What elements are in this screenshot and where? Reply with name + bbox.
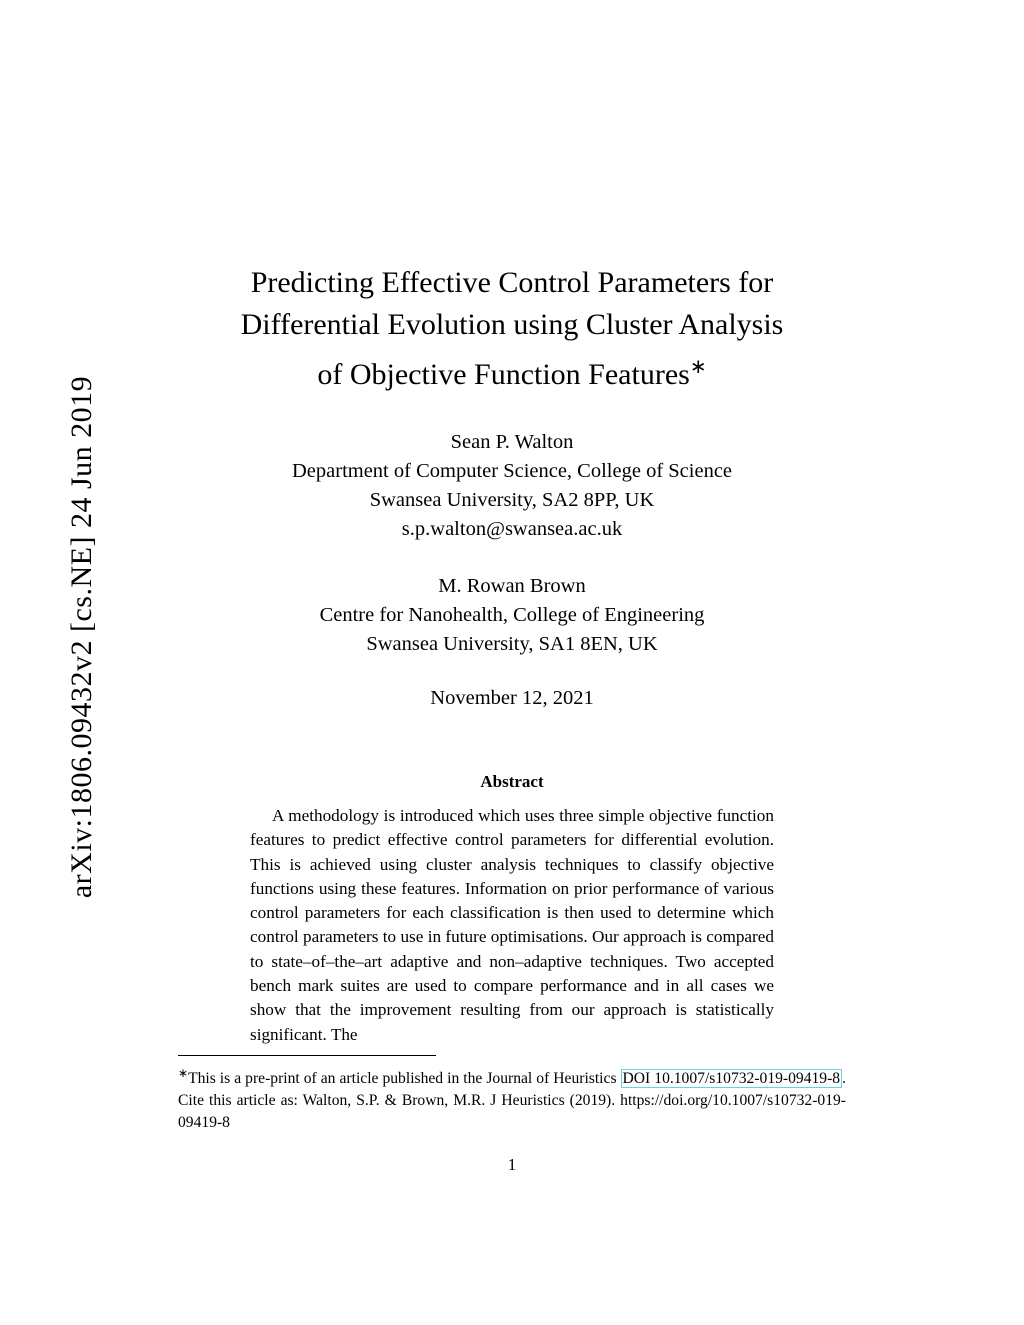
- footnote-marker: ∗: [178, 1066, 189, 1080]
- doi-link[interactable]: DOI 10.1007/s10732-019-09419-8: [622, 1070, 841, 1088]
- page-title: [178, 262, 846, 396]
- author-block-2: [178, 572, 846, 659]
- publication-date: November 12, 2021: [430, 687, 594, 709]
- author-email: s.p.walton@swansea.ac.uk: [401, 518, 623, 540]
- footnote: [178, 1062, 846, 1134]
- title-footnote-marker: ∗: [689, 356, 707, 378]
- abstract-section: [178, 772, 846, 1047]
- page-number: 1: [507, 1155, 517, 1174]
- author-affiliation-line-1: Centre for Nanohealth, College of Engineering: [319, 604, 705, 626]
- author-list: [178, 428, 846, 659]
- author-name: M. Rowan Brown: [438, 575, 586, 597]
- author-affiliation-line-1: Department of Computer Science, College of Science: [291, 460, 733, 482]
- footnote-text-before-link: This is a pre-print of an article published in the Journal of Heuristics: [188, 1070, 621, 1088]
- abstract-text: A methodology is introduced which uses three simple objective function features to predict effective control parameters for differential evolution. This is achieved using cluster analysis techniques to classify objective functions using these features. Information on prior performance of various control parameters for each classification is then used to determine which control parameters to use in future optimisations. Our approach is compared to state–of–the–art adaptive and non–adaptive techniques. Two accepted bench mark suites are used to compare performance and in all cases we show that the improvement resulting from our approach is statistically significant. The: [250, 806, 774, 1044]
- author-affiliation-line-2: Swansea University, SA2 8PP, UK: [369, 489, 655, 511]
- abstract-text-container: [250, 804, 774, 1047]
- author-name: Sean P. Walton: [450, 431, 574, 453]
- author-affiliation-line-2: Swansea University, SA1 8EN, UK: [366, 633, 658, 655]
- footnote-text-after-link: . Cite this article as: Walton, S.P. & Brown, M.R. J Heuristics (2019). https://doi.org/10.1007/s10732-019-09419-8: [178, 1070, 846, 1132]
- author-block-1: [178, 428, 846, 544]
- title-line-1: Predicting Effective Control Parameters for: [250, 266, 774, 299]
- title-line-3-wrapper: [178, 346, 846, 396]
- arxiv-identifier-stamp: arXiv:1806.09432v2 [cs.NE] 24 Jun 2019: [65, 375, 98, 899]
- title-line-3: of Objective Function Features: [317, 358, 690, 391]
- paper-content: [178, 262, 846, 1047]
- abstract-heading: Abstract: [480, 772, 544, 791]
- title-line-2: Differential Evolution using Cluster Analysis: [240, 308, 784, 341]
- footnote-separator: [178, 1055, 436, 1056]
